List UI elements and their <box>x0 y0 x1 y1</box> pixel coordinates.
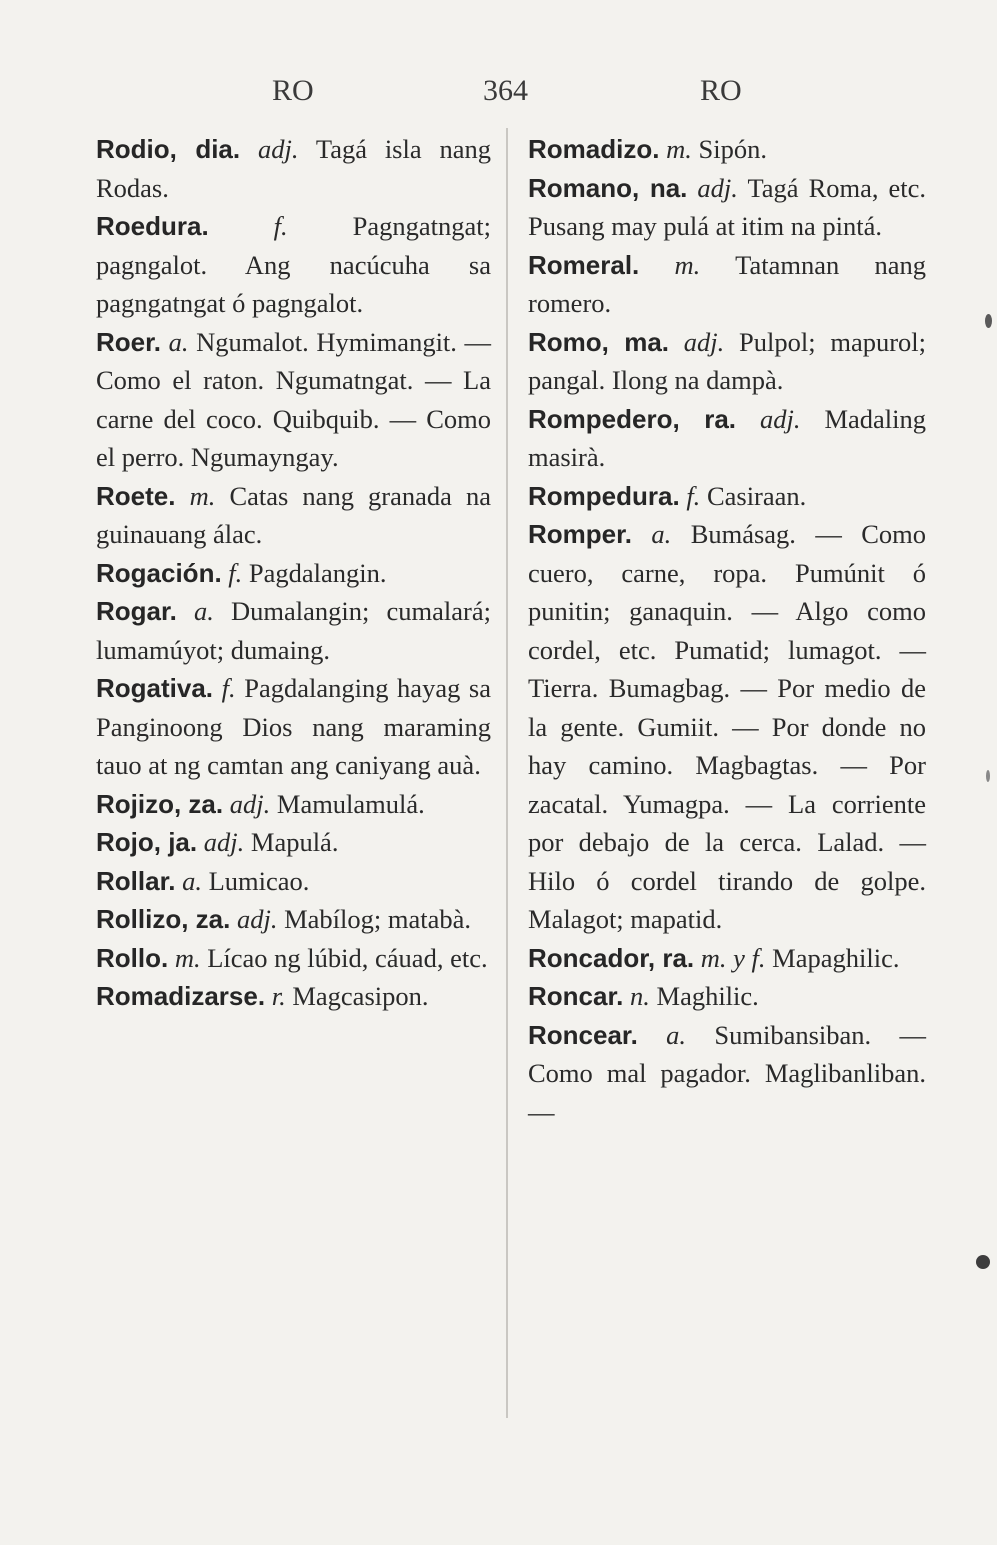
entry-grammar: m. <box>174 942 201 973</box>
entry-headword: Rogar. <box>96 596 177 626</box>
dictionary-entry <box>96 823 491 862</box>
entry-grammar: adj. <box>229 788 271 819</box>
entry-headword: Romadizarse. <box>96 981 266 1011</box>
entry-grammar: m. <box>666 134 692 164</box>
dictionary-entry <box>528 1016 926 1132</box>
dictionary-entry <box>528 323 926 400</box>
left-column <box>96 130 491 1016</box>
entry-headword: Roncar. <box>528 981 624 1011</box>
dictionary-entry <box>96 862 491 901</box>
dictionary-entry <box>96 939 491 978</box>
entry-definition: Dumalangin; cumalará; lumamúyot; dumaing. <box>96 596 491 665</box>
entry-grammar: f. <box>221 673 236 703</box>
entry-headword: Rollo. <box>96 942 169 973</box>
entry-headword: Romano, na. <box>528 172 688 203</box>
entry-definition: Bumásag. — Como cuero, carne, ropa. Pumúnit ó punitin; ganaquin. — Algo como cordel, etc. Pumatid; lumagot. — Tierra. Bumagbag. — Por medio de la gente. Gumiit. — Por donde no hay camino. Magbagtas. — Por zacatal. Yumagpa. — La corriente por debajo de la cerca. Lalad. — Hilo ó cordel tirando de golpe. Malagot; mapatid. <box>528 519 926 934</box>
entry-headword: Rogación. <box>96 557 222 588</box>
entry-grammar: a. <box>666 1019 687 1050</box>
entry-grammar: m. <box>674 249 701 280</box>
entry-definition: Tagá Roma, etc. Pusang may pulá at itim na pintá. <box>528 172 927 241</box>
entry-definition: Mamulamulá. <box>276 788 425 819</box>
entry-headword: Roedura. <box>96 211 209 241</box>
header-right-guide: RO <box>700 74 742 107</box>
page-number: 364 <box>483 74 528 107</box>
entry-headword: Rogativa. <box>96 673 214 703</box>
entry-definition: Casiraan. <box>706 480 807 511</box>
entry-headword: Romo, ma. <box>528 326 670 357</box>
entry-headword: Rollizo, za. <box>96 904 231 934</box>
entry-grammar: adj. <box>257 134 299 164</box>
entry-definition: Mapaghilic. <box>772 942 900 973</box>
entry-headword: Roncear. <box>528 1019 638 1050</box>
entry-definition: Maghilic. <box>656 981 759 1011</box>
dictionary-entry <box>96 977 491 1016</box>
entry-definition: Pagngatngat; pagngalot. Ang nacúcuha sa pagngatngat ó pagngalot. <box>96 211 491 318</box>
entry-grammar: n. <box>630 981 650 1011</box>
entry-grammar: f. <box>273 211 288 241</box>
entry-definition: Pagdalangin. <box>248 557 387 588</box>
entry-definition: Sipón. <box>698 134 767 164</box>
dictionary-entry <box>528 939 926 978</box>
entry-grammar: adj. <box>203 827 245 857</box>
dictionary-entry <box>528 246 926 323</box>
entry-definition: Sumibansiban. — Como mal pagador. Maglibanliban. — <box>528 1019 927 1127</box>
entry-grammar: a. <box>651 519 672 549</box>
entry-headword: Roete. <box>96 480 176 511</box>
entry-grammar: m. <box>189 480 216 511</box>
entry-headword: Rodio, dia. <box>96 134 241 164</box>
entry-headword: Rompedero, ra. <box>528 403 737 434</box>
entry-definition: Mabílog; matabà. <box>284 904 472 934</box>
entry-definition: Pagdalanging hayag sa Panginoong Dios nang maraming tauo at ng camtan ang caniyang auà. <box>96 673 491 780</box>
entry-definition: Tagá isla nang Rodas. <box>96 134 491 203</box>
entry-headword: Romadizo. <box>528 134 660 164</box>
entry-grammar: f. <box>228 557 243 588</box>
entry-definition: Magcasipon. <box>292 981 429 1011</box>
margin-mark <box>986 770 990 782</box>
entry-headword: Rompedura. <box>528 480 680 511</box>
entry-headword: Romeral. <box>528 249 640 280</box>
entry-grammar: adj. <box>760 403 801 434</box>
dictionary-entry <box>528 477 926 516</box>
dictionary-entry <box>96 477 491 554</box>
entry-grammar: a. <box>168 326 189 357</box>
entry-grammar: adj. <box>236 904 278 934</box>
dictionary-entry <box>96 785 491 824</box>
entry-definition: Pulpol; mapurol; pangal. Ilong na dampà. <box>528 326 927 395</box>
entry-grammar: m. y f. <box>700 942 766 973</box>
entry-headword: Roncador, ra. <box>528 942 695 973</box>
entry-headword: Roer. <box>96 326 162 357</box>
entry-headword: Rojo, ja. <box>96 827 198 857</box>
dictionary-entry <box>96 900 491 939</box>
entry-definition: Ngumalot. Hymimangit. — Como el raton. Ngumatngat. — La carne del coco. Quibquib. — Como el perro. Ngumayngay. <box>96 326 492 472</box>
header-left-guide: RO <box>272 74 314 107</box>
dictionary-entry <box>528 169 926 246</box>
dictionary-entry <box>96 592 491 669</box>
dictionary-entry <box>528 515 926 939</box>
entry-definition: Tatamnan nang romero. <box>528 249 926 318</box>
entry-headword: Rollar. <box>96 865 176 896</box>
dictionary-entry <box>96 130 491 207</box>
page-header <box>0 74 997 118</box>
entry-headword: Rojizo, za. <box>96 788 224 819</box>
entry-grammar: adj. <box>683 326 725 357</box>
entry-definition: Madaling masirà. <box>528 403 927 472</box>
entry-grammar: adj. <box>697 172 738 203</box>
entry-definition: Lícao ng lúbid, cáuad, etc. <box>207 942 488 973</box>
dictionary-entry <box>528 130 926 169</box>
column-divider <box>506 128 508 1418</box>
entry-grammar: f. <box>686 480 701 511</box>
entry-definition: Mapulá. <box>250 827 339 857</box>
dictionary-entry <box>528 400 926 477</box>
margin-mark <box>985 314 992 328</box>
dictionary-entry <box>96 207 491 323</box>
right-column <box>528 130 926 1131</box>
dictionary-entry <box>96 323 491 477</box>
dictionary-entry <box>96 554 491 593</box>
margin-mark <box>976 1255 990 1269</box>
entry-grammar: r. <box>271 981 286 1011</box>
entry-definition: Catas nang granada na guinauang álac. <box>96 480 492 549</box>
dictionary-entry <box>528 977 926 1016</box>
dictionary-entry <box>96 669 491 785</box>
entry-grammar: a. <box>182 865 202 896</box>
entry-definition: Lumicao. <box>208 865 310 896</box>
entry-headword: Romper. <box>528 519 633 549</box>
entry-grammar: a. <box>194 596 214 626</box>
